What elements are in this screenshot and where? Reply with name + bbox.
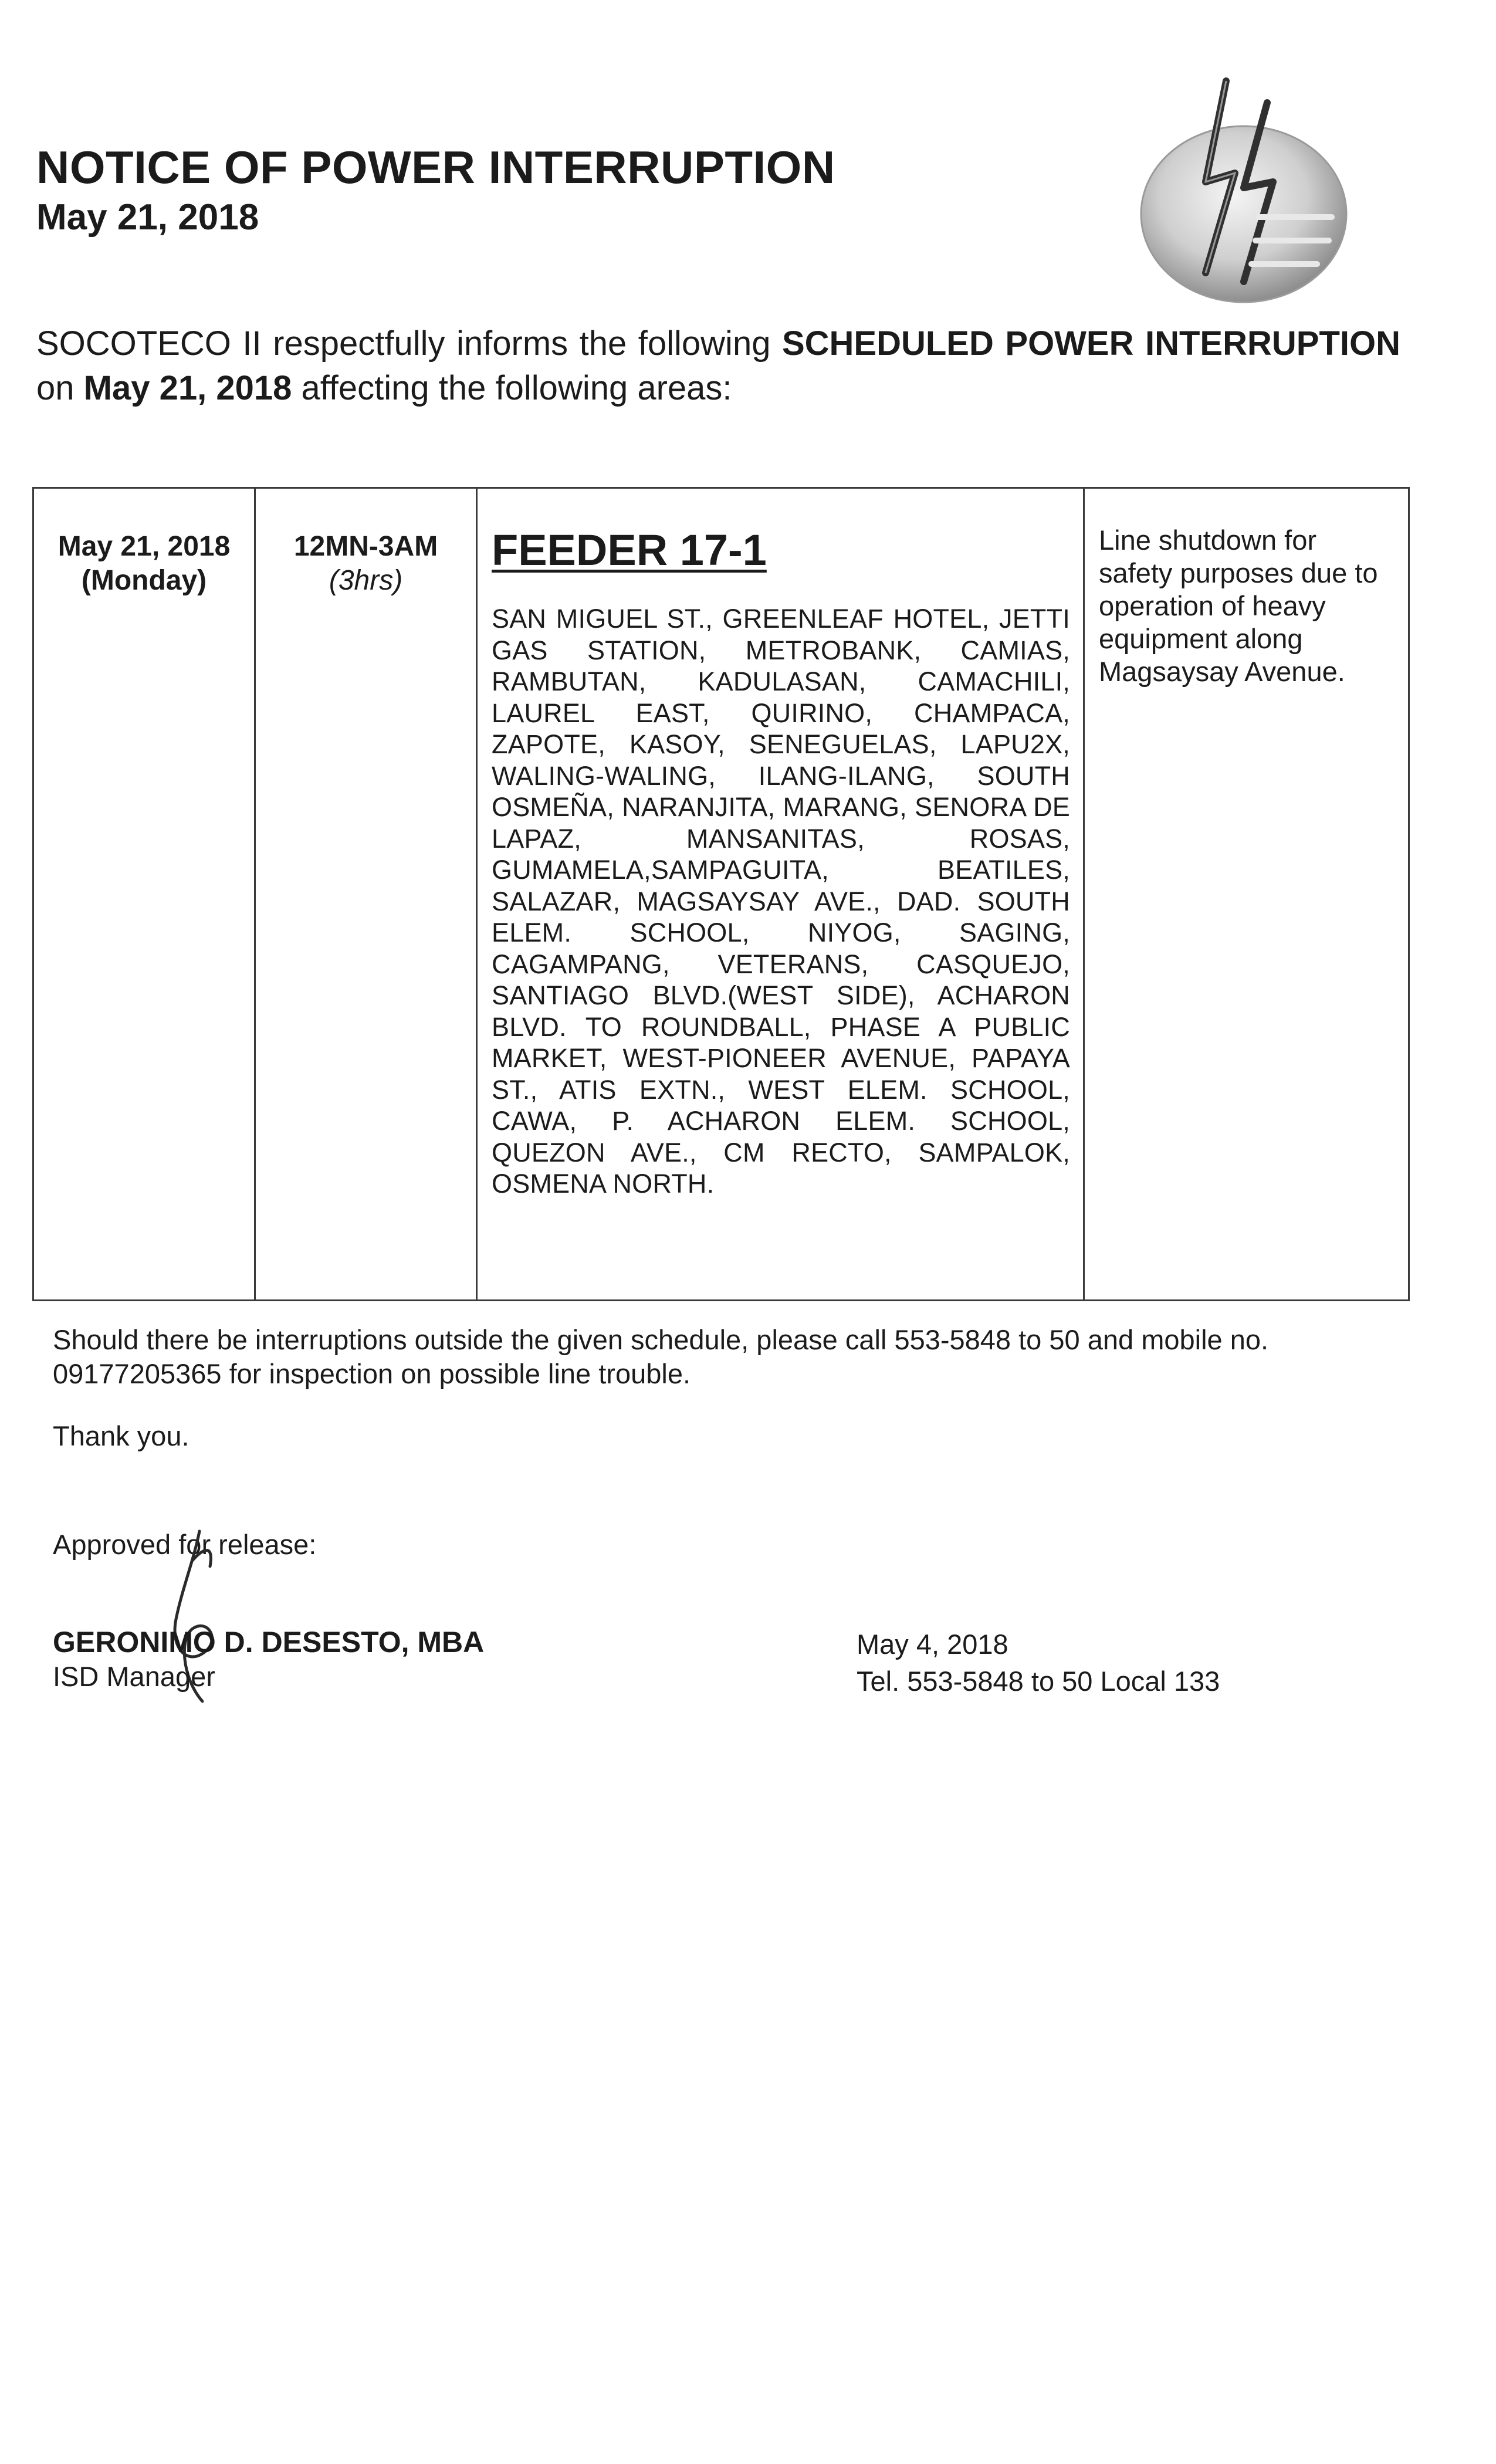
page-title: NOTICE OF POWER INTERRUPTION bbox=[36, 141, 835, 193]
table-row bbox=[33, 488, 1409, 1301]
intro-date: May 21, 2018 bbox=[83, 369, 292, 407]
signer-title: ISD Manager bbox=[53, 1661, 215, 1692]
company-logo-icon bbox=[1118, 70, 1364, 317]
issue-date: May 4, 2018 bbox=[857, 1629, 1008, 1660]
contact-telephone: Tel. 553-5848 to 50 Local 133 bbox=[857, 1666, 1220, 1697]
schedule-time: 12MN-3AM bbox=[293, 531, 438, 562]
schedule-date-cell bbox=[33, 488, 255, 1301]
approval-label: Approved for release: bbox=[53, 1529, 317, 1560]
affected-areas-cell bbox=[477, 488, 1084, 1301]
interruption-reason: Line shutdown for safety purposes due to operation of heavy equipment along Magsaysay Avenue. bbox=[1099, 524, 1378, 687]
intro-text: on bbox=[36, 369, 84, 407]
schedule-table bbox=[32, 487, 1410, 1301]
page-date: May 21, 2018 bbox=[36, 197, 259, 238]
intro-text: affecting the following areas: bbox=[292, 369, 732, 407]
intro-text: SOCOTECO II respectfully informs the following bbox=[36, 324, 782, 363]
schedule-date: May 21, 2018 bbox=[57, 531, 231, 562]
intro-paragraph bbox=[36, 321, 1400, 411]
signer-name: GERONIMO D. DESESTO, MBA bbox=[53, 1626, 485, 1659]
schedule-time-cell bbox=[255, 488, 477, 1301]
intro-emphasis: SCHEDULED POWER INTERRUPTION bbox=[781, 324, 1401, 363]
feeder-title: FEEDER 17-1 bbox=[492, 526, 767, 574]
schedule-duration: (3hrs) bbox=[329, 565, 403, 596]
schedule-day: (Monday) bbox=[81, 565, 207, 596]
affected-areas-list: SAN MIGUEL ST., GREENLEAF HOTEL, JETTI GAS STATION, METROBANK, CAMIAS, RAMBUTAN, KADULASAN, CAMACHILI, LAUREL EAST, QUIRINO, CHAMPACA, ZAPOTE, KASOY, SENEGUELAS, LAPU2X, WALING-WALING, ILANG-ILANG, SOUTH OSMEÑA, NARANJITA, MARANG, SENORA DE LAPAZ, MANSANITAS, ROSAS, GUMAMELA,SAMPAGUITA, BEATILES, SALAZAR, MAGSAYSAY AVE., DAD. SOUTH ELEM. SCHOOL, NIYOG, SAGING, CAGAMPANG, VETERANS, CASQUEJO, SANTIAGO BLVD.(WEST SIDE), ACHARON BLVD. TO ROUNDBALL, PHASE A PUBLIC MARKET, WEST-PIONEER AVENUE, PAPAYA ST., ATIS EXTN., WEST ELEM. SCHOOL, CAWA, P. ACHARON ELEM. SCHOOL, QUEZON AVE., CM RECTO, SAMPALOK, OSMENA NORTH. bbox=[492, 604, 1070, 1199]
reason-cell bbox=[1084, 488, 1409, 1301]
thank-you-text: Thank you. bbox=[53, 1420, 189, 1451]
contact-note: Should there be interruptions outside the given schedule, please call 553-5848 to 50 and mobile no. 09177205365 for inspection on possible line trouble. bbox=[53, 1324, 1269, 1389]
